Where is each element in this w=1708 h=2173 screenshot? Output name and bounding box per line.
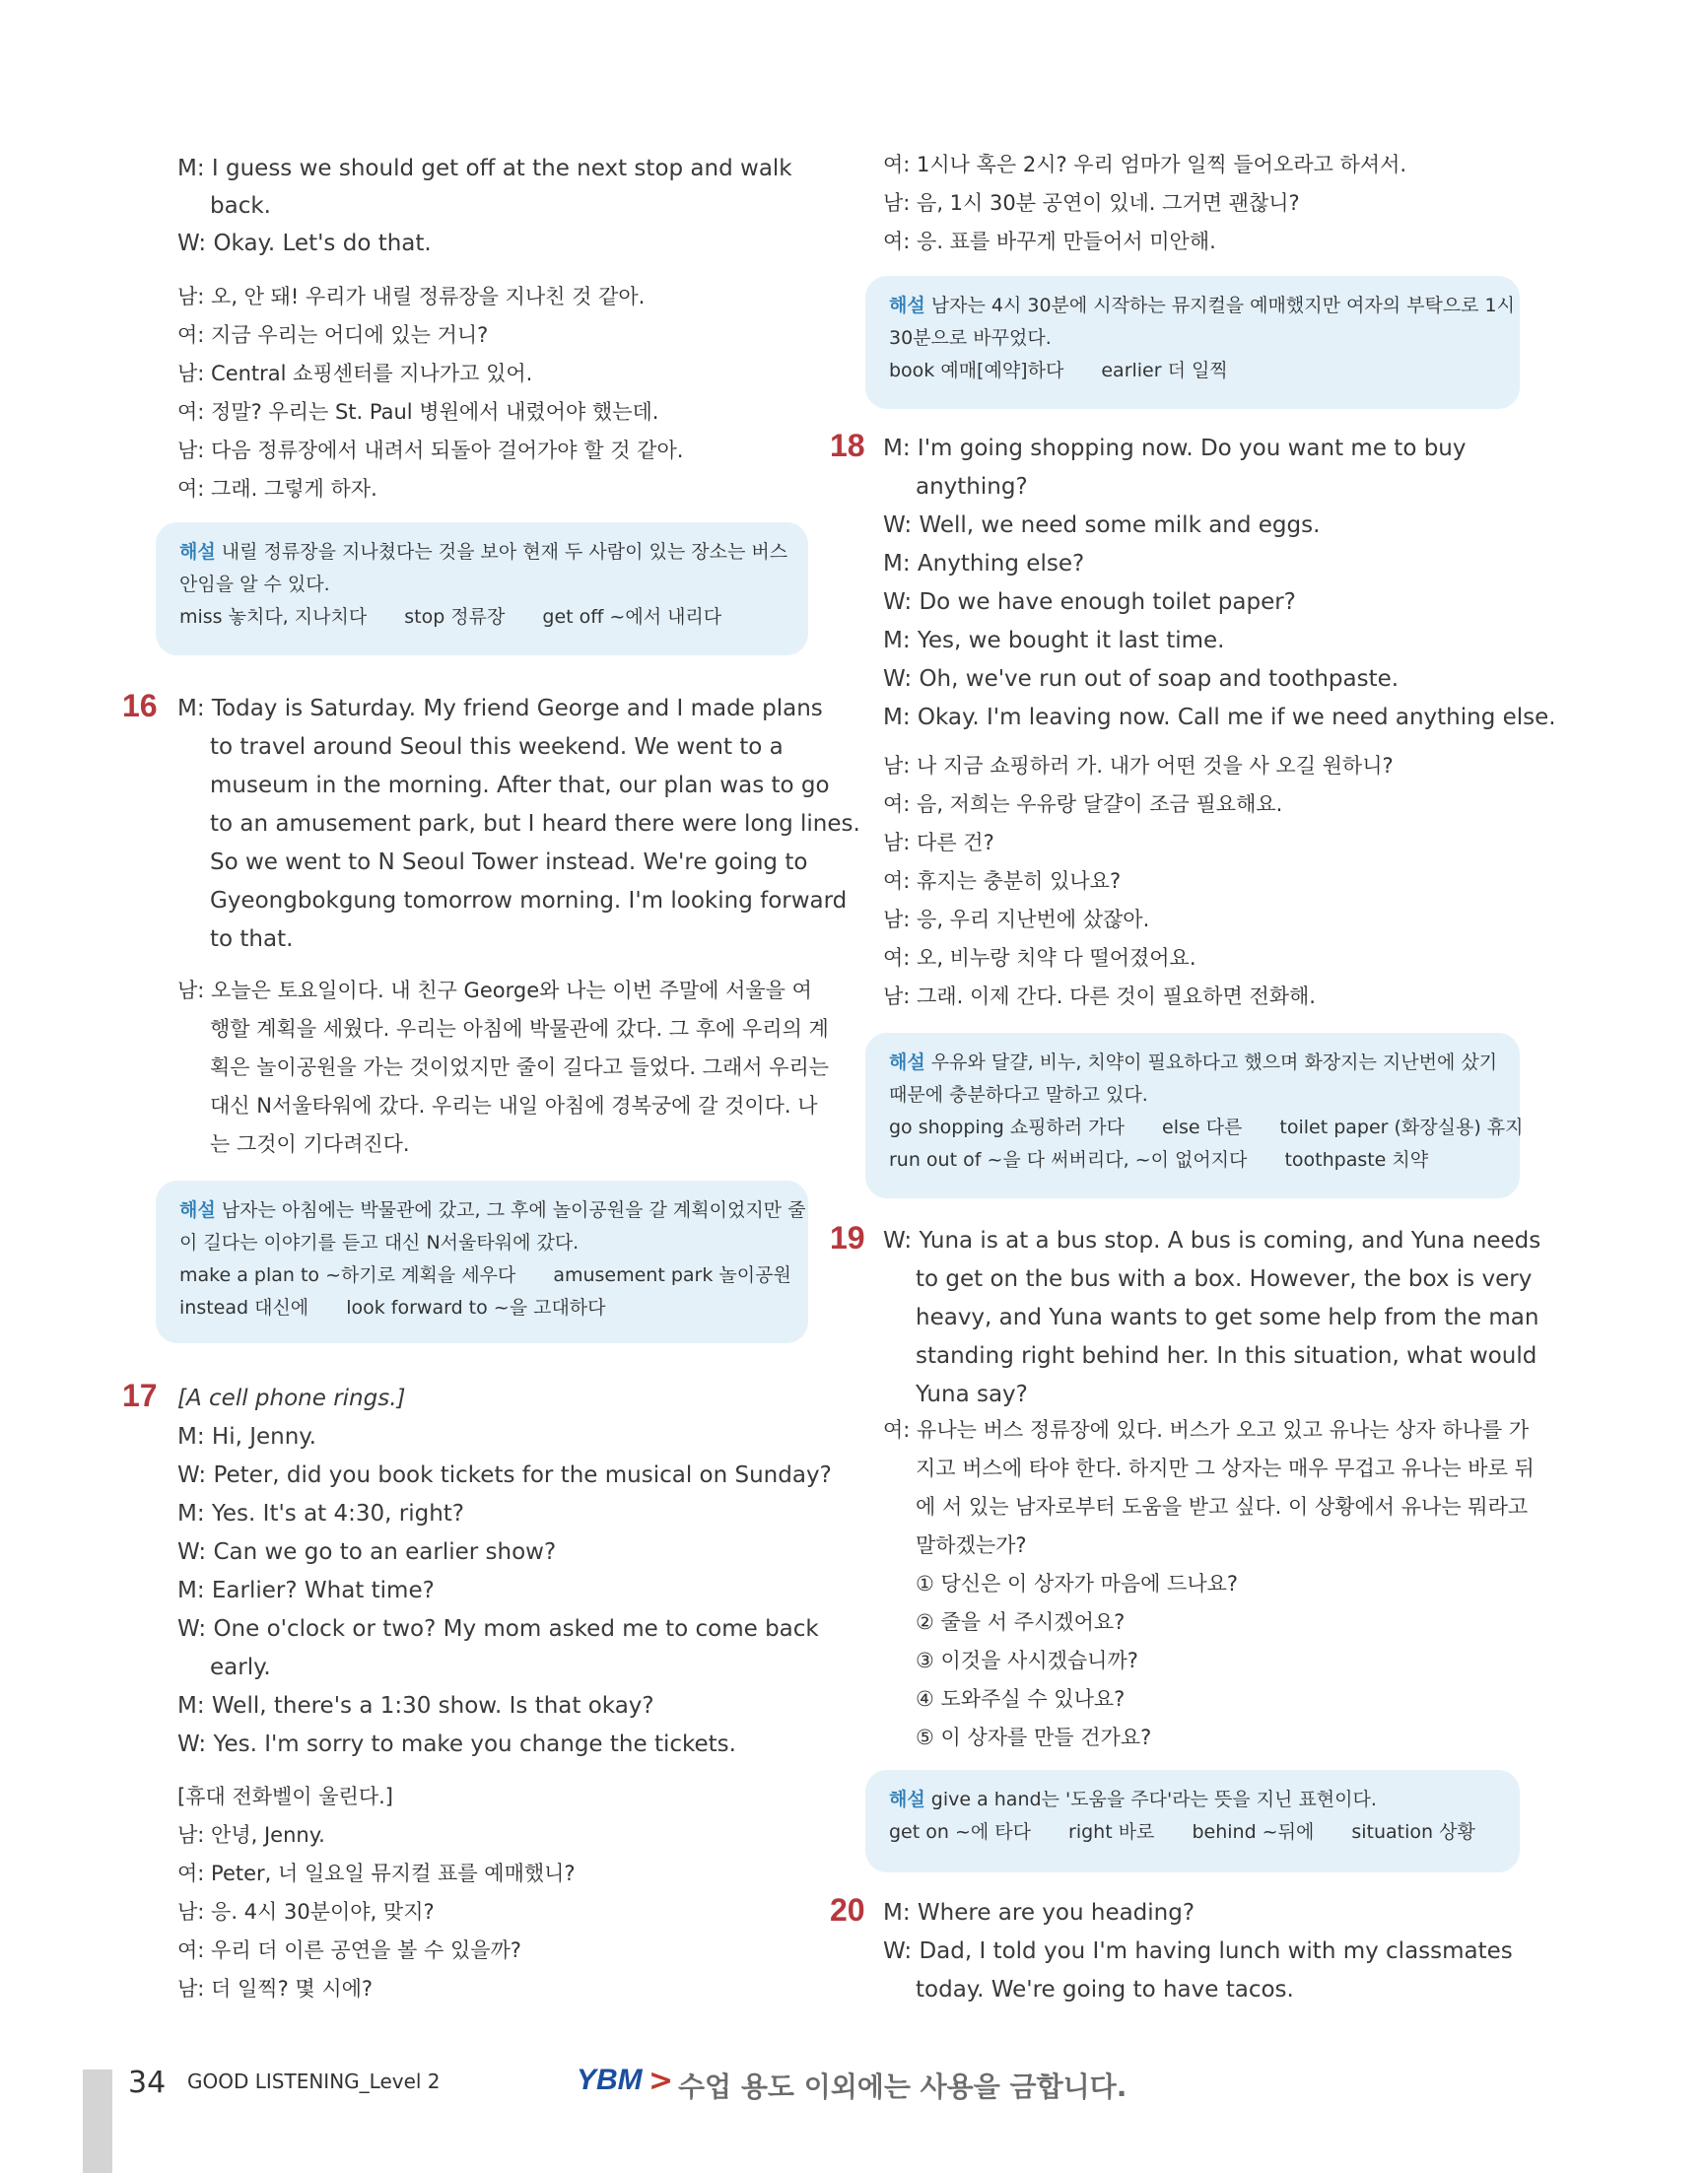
question-number: 18 — [830, 428, 865, 463]
vocab-item: stop 정류장 — [404, 606, 506, 628]
translation-line: 여: Peter, 너 일요일 뮤지컬 표를 예매했니? — [177, 1862, 576, 1885]
translation-line: 남: 음, 1시 30분 공연이 있네. 그거면 괜찮니? — [883, 191, 1300, 215]
vocab-item: make a plan to ~하기로 계획을 세우다 — [179, 1264, 516, 1286]
page-number: 34 — [128, 2066, 167, 2100]
ybm-logo: YBM — [577, 2064, 643, 2096]
translation-line: 남: 응. 4시 30분이야, 맞지? — [177, 1900, 435, 1924]
dialogue-line: to travel around Seoul this weekend. We went to a — [210, 734, 784, 760]
vocab-item: instead 대신에 — [179, 1297, 309, 1319]
translation-line: 남: 오, 안 돼! 우리가 내릴 정류장을 지나친 것 같아. — [177, 285, 646, 308]
vocab-item: toilet paper (화장실용) 휴지 — [1279, 1117, 1524, 1138]
dialogue-line: Yuna say? — [916, 1382, 1028, 1407]
dialogue-line: [A cell phone rings.] — [177, 1386, 406, 1411]
dialogue-line: W: Dad, I told you I'm having lunch with my classmates — [883, 1938, 1513, 1964]
explanation-box — [865, 1770, 1520, 1872]
translation-line: 남: 오늘은 토요일이다. 내 친구 George와 나는 이번 주말에 서울을 여 — [177, 979, 812, 1002]
chevron-right-icon: > — [649, 2064, 674, 2098]
question-number: 19 — [830, 1220, 865, 1256]
explanation-text: 때문에 충분하다고 말하고 있다. — [889, 1084, 1148, 1106]
translation-line: 여: 그래. 그렇게 하자. — [177, 477, 377, 501]
explanation-text: 남자는 4시 30분에 시작하는 뮤지컬을 예매했지만 여자의 부탁으로 1시 — [930, 295, 1515, 316]
explanation-label: 해설 — [889, 1052, 925, 1073]
explanation-text: 우유와 달걀, 비누, 치약이 필요하다고 했으며 화장지는 지난번에 샀기 — [930, 1052, 1498, 1073]
translation-line: 남: 안녕, Jenny. — [177, 1823, 325, 1847]
dialogue-line: M: I'm going shopping now. Do you want me to buy — [883, 436, 1467, 461]
translation-line: 여: 우리 더 이른 공연을 볼 수 있을까? — [177, 1938, 521, 1962]
dialogue-line: W: Well, we need some milk and eggs. — [883, 512, 1321, 538]
vocab-item: miss 놓치다, 지나치다 — [179, 606, 368, 628]
vocab-item: situation 상황 — [1351, 1821, 1475, 1843]
usage-notice: 수업 용도 이외에는 사용을 금합니다. — [678, 2071, 1127, 2103]
translation-line: 여: 정말? 우리는 St. Paul 병원에서 내렸어야 했는데. — [177, 400, 659, 424]
book-title: GOOD LISTENING_Level 2 — [187, 2070, 441, 2093]
question-number: 20 — [830, 1892, 865, 1928]
vocab-item: get on ~에 타다 — [889, 1821, 1031, 1843]
translation-line: 여: 1시나 혹은 2시? 우리 엄마가 일찍 들어오라고 하셔서. — [883, 153, 1407, 176]
explanation-label: 해설 — [889, 1789, 925, 1810]
vocab-item: run out of ~을 다 써버리다, ~이 없어지다 — [889, 1149, 1248, 1171]
answer-option: ① 당신은 이 상자가 마음에 드나요? — [916, 1572, 1239, 1596]
dialogue-line: W: Yuna is at a bus stop. A bus is coming, and Yuna needs — [883, 1228, 1541, 1254]
translation-line: 남: 나 지금 쇼핑하러 가. 내가 어떤 것을 사 오길 원하니? — [883, 754, 1394, 778]
dialogue-line: to that. — [210, 926, 294, 952]
translation-line: 에 서 있는 남자로부터 도움을 받고 싶다. 이 상황에서 유나는 뭐라고 — [916, 1495, 1529, 1519]
translation-line: 여: 지금 우리는 어디에 있는 거니? — [177, 323, 489, 347]
translation-line: 남: Central 쇼핑센터를 지나가고 있어. — [177, 362, 533, 385]
translation-line: 행할 계획을 세웠다. 우리는 아침에 박물관에 갔다. 그 후에 우리의 계 — [210, 1017, 829, 1041]
dialogue-line: M: Yes. It's at 4:30, right? — [177, 1501, 465, 1527]
vocab-item: earlier 더 일찍 — [1101, 360, 1228, 381]
dialogue-line: W: One o'clock or two? My mom asked me to come back — [177, 1616, 819, 1642]
vocab-item: amusement park 놀이공원 — [553, 1264, 791, 1286]
translation-line: 지고 버스에 타야 한다. 하지만 그 상자는 매우 무겁고 유나는 바로 뒤 — [916, 1457, 1535, 1480]
explanation-text: 이 길다는 이야기를 듣고 대신 N서울타워에 갔다. — [179, 1232, 580, 1254]
vocab-item: right 바로 — [1068, 1821, 1155, 1843]
vocab-item: toothpaste 치약 — [1284, 1149, 1429, 1171]
dialogue-line: M: Okay. I'm leaving now. Call me if we need anything else. — [883, 705, 1556, 730]
translation-line: 남: 다음 정류장에서 내려서 되돌아 걸어가야 할 것 같아. — [177, 439, 684, 462]
translation-line: 남: 그래. 이제 간다. 다른 것이 필요하면 전화해. — [883, 985, 1316, 1008]
dialogue-line: M: I guess we should get off at the next stop and walk — [177, 156, 792, 181]
translation-line: 획은 놀이공원을 가는 것이었지만 줄이 길다고 들었다. 그래서 우리는 — [210, 1055, 830, 1079]
explanation-text: 남자는 아침에는 박물관에 갔고, 그 후에 놀이공원을 갈 계획이었지만 줄 — [221, 1199, 806, 1221]
question-number: 16 — [122, 688, 158, 723]
dialogue-line: W: Can we go to an earlier show? — [177, 1539, 557, 1565]
explanation-label: 해설 — [179, 541, 216, 563]
dialogue-line: early. — [210, 1655, 271, 1680]
vocab-item: else 다른 — [1162, 1117, 1243, 1138]
explanation-label: 해설 — [179, 1199, 216, 1221]
dialogue-line: W: Peter, did you book tickets for the musical on Sunday? — [177, 1462, 832, 1488]
dialogue-line: M: Well, there's a 1:30 show. Is that okay? — [177, 1693, 654, 1719]
translation-line: 대신 N서울타워에 갔다. 우리는 내일 아침에 경복궁에 갈 것이다. 나 — [210, 1094, 818, 1118]
dialogue-line: M: Earlier? What time? — [177, 1578, 435, 1603]
dialogue-line: Gyeongbokgung tomorrow morning. I'm looking forward — [210, 888, 848, 914]
translation-line: 남: 응, 우리 지난번에 샀잖아. — [883, 908, 1150, 931]
dialogue-line: M: Today is Saturday. My friend George and I made plans — [177, 696, 823, 721]
dialogue-line: standing right behind her. In this situation, what would — [916, 1343, 1537, 1369]
explanation-box — [156, 522, 808, 655]
answer-option: ⑤ 이 상자를 만들 건가요? — [916, 1726, 1152, 1749]
dialogue-line: M: Where are you heading? — [883, 1900, 1196, 1926]
vocab-item: go shopping 쇼핑하러 가다 — [889, 1117, 1125, 1138]
dialogue-line: W: Yes. I'm sorry to make you change the tickets. — [177, 1732, 736, 1757]
explanation-text: 내릴 정류장을 지나쳤다는 것을 보아 현재 두 사람이 있는 장소는 버스 — [221, 541, 788, 563]
answer-option: ③ 이것을 사시겠습니까? — [916, 1649, 1138, 1672]
explanation-box — [156, 1181, 808, 1343]
explanation-box — [865, 276, 1520, 409]
translation-line: 남: 더 일찍? 몇 시에? — [177, 1977, 374, 2001]
vocab-item: get off ~에서 내리다 — [542, 606, 722, 628]
vocab-item: behind ~뒤에 — [1192, 1821, 1315, 1843]
explanation-text: give a hand는 '도움을 주다'라는 뜻을 지닌 표현이다. — [930, 1789, 1377, 1810]
dialogue-line: to get on the bus with a box. However, the box is very — [916, 1266, 1533, 1292]
translation-line: 여: 휴지는 충분히 있나요? — [883, 869, 1122, 893]
dialogue-line: W: Okay. Let's do that. — [177, 231, 432, 256]
dialogue-line: today. We're going to have tacos. — [916, 1977, 1294, 2003]
translation-line: 말하겠는가? — [916, 1533, 1027, 1557]
answer-option: ④ 도와주실 수 있나요? — [916, 1687, 1126, 1711]
translation-line: 여: 유나는 버스 정류장에 있다. 버스가 오고 있고 유나는 상자 하나를 가 — [883, 1418, 1530, 1442]
dialogue-line: M: Anything else? — [883, 551, 1085, 577]
explanation-label: 해설 — [889, 295, 925, 316]
dialogue-line: museum in the morning. After that, our plan was to go — [210, 773, 830, 798]
question-number: 17 — [122, 1378, 158, 1413]
dialogue-line: to an amusement park, but I heard there were long lines. — [210, 811, 860, 837]
translation-line: 여: 응. 표를 바꾸게 만들어서 미안해. — [883, 230, 1216, 253]
explanation-box — [865, 1033, 1524, 1198]
dialogue-line: So we went to N Seoul Tower instead. We're going to — [210, 849, 808, 875]
dialogue-line: M: Hi, Jenny. — [177, 1424, 316, 1450]
explanation-text: 안임을 알 수 있다. — [179, 574, 330, 595]
dialogue-line: W: Do we have enough toilet paper? — [883, 589, 1296, 615]
vocab-item: look forward to ~을 고대하다 — [346, 1297, 606, 1319]
translation-line: 남: 다른 건? — [883, 831, 994, 854]
translation-line: 여: 음, 저희는 우유랑 달걀이 조금 필요해요. — [883, 792, 1283, 816]
answer-option: ② 줄을 서 주시겠어요? — [916, 1610, 1126, 1634]
dialogue-line: W: Oh, we've run out of soap and toothpaste. — [883, 666, 1400, 692]
translation-line: 는 그것이 기다려진다. — [210, 1132, 410, 1156]
explanation-text: 30분으로 바꾸었다. — [889, 327, 1052, 349]
translation-line: 여: 오, 비누랑 치약 다 떨어졌어요. — [883, 946, 1196, 970]
dialogue-line: M: Yes, we bought it last time. — [883, 628, 1225, 653]
footer-bar — [83, 2070, 112, 2173]
translation-line: [휴대 전화벨이 울린다.] — [177, 1785, 393, 1808]
dialogue-line: anything? — [916, 474, 1028, 500]
dialogue-line: heavy, and Yuna wants to get some help from the man — [916, 1305, 1539, 1330]
dialogue-line: back. — [210, 193, 271, 219]
vocab-item: book 예매[예약]하다 — [889, 360, 1064, 381]
